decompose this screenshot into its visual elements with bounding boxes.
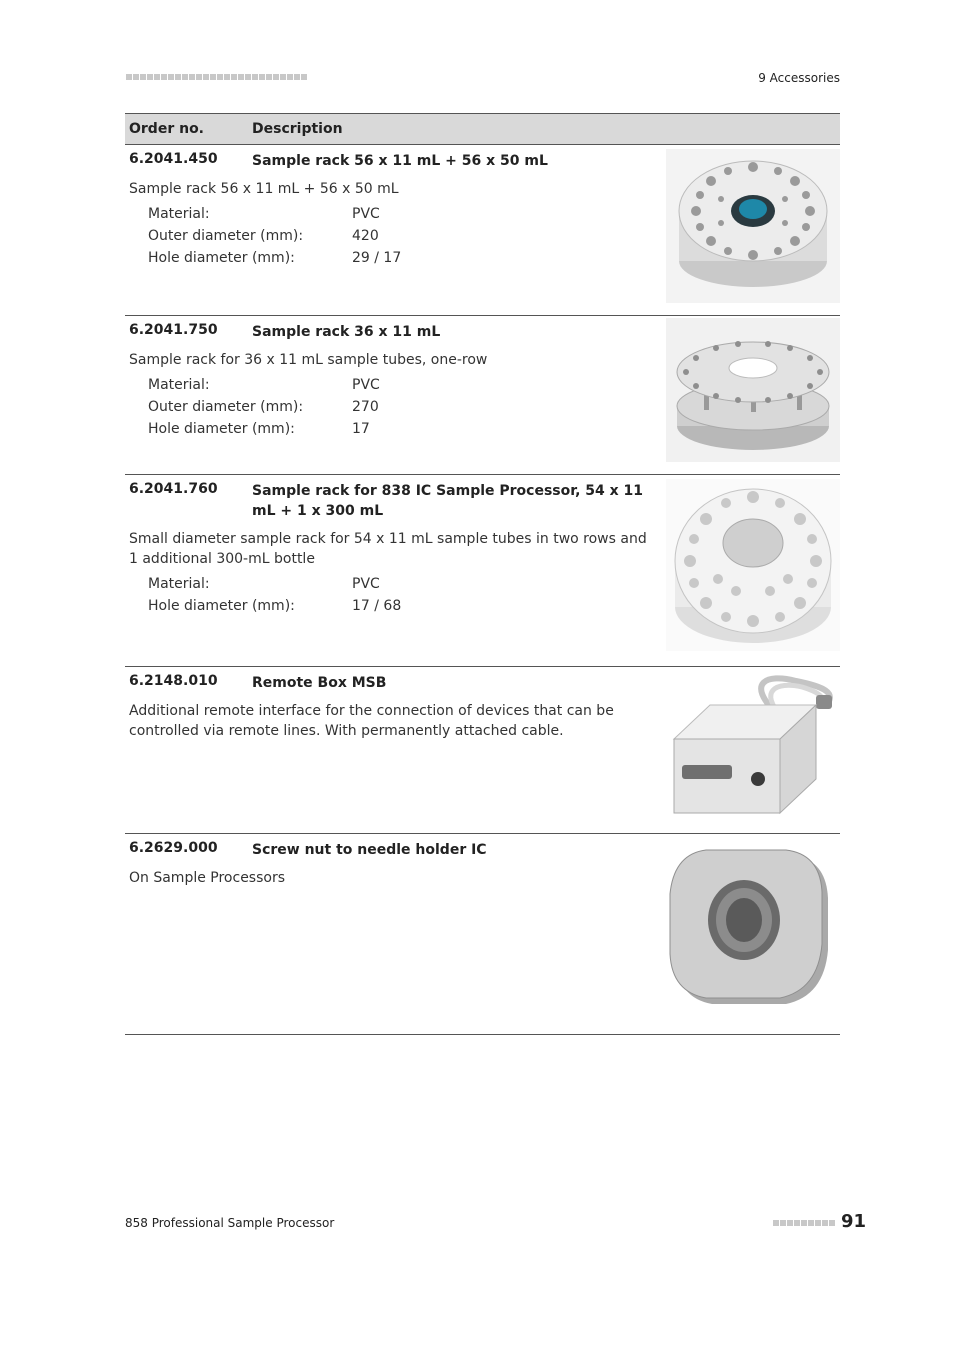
order-number: 6.2041.750 (129, 322, 218, 338)
table-row (125, 833, 840, 1035)
spec-label: Hole diameter (mm): (148, 421, 295, 437)
spec-value: 420 (352, 228, 379, 244)
header-decoration (126, 74, 307, 80)
table-row (125, 474, 840, 666)
spec-label: Outer diameter (mm): (148, 228, 304, 244)
spec-value: PVC (352, 377, 380, 393)
item-description: Additional remote interface for the connection of devices that can be controlled via remote lines. With permanently attached cable. (129, 703, 614, 739)
item-description: Small diameter sample rack for 54 x 11 mL sample tubes in two rows and 1 additional 300-mL bottle (129, 531, 647, 567)
column-order-no: Order no. (129, 121, 205, 137)
item-title: Screw nut to needle holder IC (252, 842, 487, 858)
order-number: 6.2041.450 (129, 151, 218, 167)
spec-value: 17 (352, 421, 370, 437)
spec-value: PVC (352, 206, 380, 222)
page-number: 91 (840, 1211, 866, 1232)
table-row (125, 315, 840, 474)
screw-nut-image (666, 840, 840, 1018)
table-header (125, 113, 840, 144)
page-footer (773, 1211, 866, 1232)
item-description: On Sample Processors (129, 870, 286, 886)
spec-label: Material: (148, 576, 210, 592)
item-title: Sample rack 56 x 11 mL + 56 x 50 mL (252, 153, 548, 169)
order-number: 6.2148.010 (129, 673, 218, 689)
spec-label: Material: (148, 377, 210, 393)
sample-rack-838-image (666, 479, 840, 651)
column-description: Description (252, 121, 343, 137)
spec-value: 29 / 17 (352, 250, 402, 266)
sample-rack-56-image (666, 149, 840, 303)
spec-label: Outer diameter (mm): (148, 399, 304, 415)
document-title: 858 Professional Sample Processor (125, 1216, 335, 1230)
spec-value: 17 / 68 (352, 598, 402, 614)
remote-box-image (666, 673, 840, 821)
spec-value: 270 (352, 399, 379, 415)
item-title: Sample rack for 838 IC Sample Processor, 54 x 11 mL + 1 x 300 mL (252, 483, 644, 519)
item-title: Remote Box MSB (252, 675, 387, 691)
order-number: 6.2629.000 (129, 840, 218, 856)
spec-label: Material: (148, 206, 210, 222)
table-row (125, 666, 840, 833)
item-title: Sample rack 36 x 11 mL (252, 324, 441, 340)
order-number: 6.2041.760 (129, 481, 218, 497)
item-description: Sample rack 56 x 11 mL + 56 x 50 mL (129, 181, 399, 197)
footer-decoration (773, 1220, 835, 1226)
section-title: 9 Accessories (758, 71, 840, 85)
item-description: Sample rack for 36 x 11 mL sample tubes, one-row (129, 352, 488, 368)
spec-label: Hole diameter (mm): (148, 250, 295, 266)
accessories-table (125, 113, 840, 1035)
spec-label: Hole diameter (mm): (148, 598, 295, 614)
sample-rack-36-image (666, 318, 840, 462)
table-row (125, 144, 840, 315)
spec-value: PVC (352, 576, 380, 592)
